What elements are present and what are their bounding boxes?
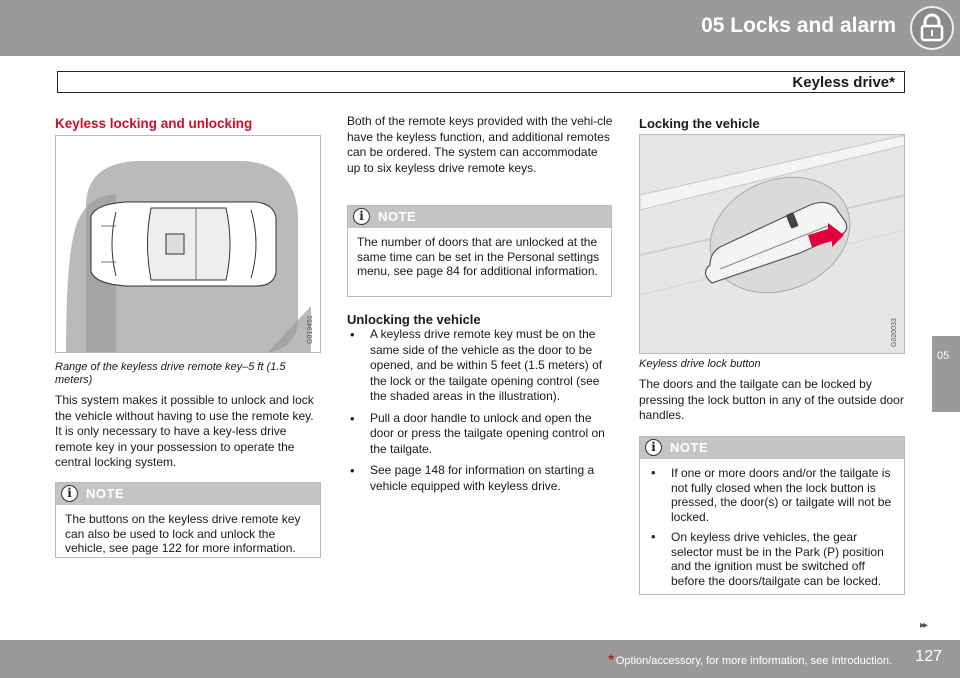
figure-caption: Range of the keyless drive remote key–5 ft (1.5 meters): [55, 361, 286, 386]
range-illustration: [55, 135, 321, 353]
note-header: [640, 437, 904, 459]
info-icon: i: [645, 439, 662, 456]
note-label: NOTE: [378, 209, 417, 224]
page-footer: [0, 640, 960, 678]
info-icon: i: [61, 485, 78, 502]
body-text: This system makes it possible to unlock and lock the vehicle without having to use the remote key. It is only necessary to have a key-less drive remote key in your possession to operate the central locking system.: [55, 393, 314, 469]
chapter-title: 05 Locks and alarm: [701, 14, 896, 37]
note-text: The buttons on the keyless drive remote key can also be used to lock and unlock the vehicle, see page 122 for more information.: [65, 512, 301, 555]
unlock-steps-list: [347, 327, 615, 500]
section-title: Keyless drive*: [792, 74, 895, 91]
chapter-side-tab[interactable]: [932, 336, 960, 412]
note-label: NOTE: [86, 486, 125, 501]
footnote-text: Option/accessory, for more information, see Introduction.: [615, 655, 892, 667]
list-item: • If one or more doors and/or the tailgate is not fully closed when the lock button is pressed, the door(s) or tailgate will not be locked.: [648, 466, 896, 524]
chapter-header: [0, 0, 960, 56]
note-header: [56, 483, 320, 505]
locking-heading: Locking the vehicle: [639, 116, 760, 131]
note-header: [348, 206, 611, 228]
figure-code: G019451: [307, 315, 314, 344]
door-handle-illustration: [639, 134, 905, 354]
list-item: • See page 148 for information on starting a vehicle equipped with keyless drive.: [347, 463, 615, 494]
list-item: • A keyless drive remote key must be on the same side of the vehicle as the door to be opened, and be within 5 feet (1.5 meters) of the lock or the tailgate opening control (see the shaded areas in the illustration).: [347, 327, 615, 405]
list-item: • On keyless drive vehicles, the gear selector must be in the Park (P) position and the ignition must be switched off before the doors/tailgate can be locked.: [648, 530, 896, 588]
section-bar: [57, 71, 905, 93]
info-icon: i: [353, 208, 370, 225]
note-box: [347, 205, 612, 297]
footnote: [608, 651, 892, 667]
body-text: The doors and the tailgate can be locked by pressing the lock button in any of the outside door handles.: [639, 377, 904, 422]
intro-text: Both of the remote keys provided with the vehi-cle have the keyless function, and additional remotes can be ordered. The system can accommodate up to six keyless drive remote keys.: [347, 114, 613, 175]
note-list: [640, 459, 904, 588]
keyless-locking-heading: Keyless locking and unlocking: [55, 116, 253, 131]
unlocking-heading: Unlocking the vehicle: [347, 312, 481, 327]
note-box: [55, 482, 321, 558]
note-box: [639, 436, 905, 595]
padlock-icon: [910, 6, 954, 50]
chapter-tab-label: 05: [937, 350, 950, 362]
figure-caption: Keyless drive lock button: [639, 358, 761, 370]
note-text: The number of doors that are unlocked at the same time can be set in the Personal settings menu, see page 84 for additional information.: [357, 235, 600, 278]
continue-arrows-icon: ▸▸: [920, 620, 927, 631]
note-label: NOTE: [670, 440, 709, 455]
page-number: 127: [915, 648, 942, 665]
footnote-star: *: [608, 651, 614, 667]
figure-code: G020033: [891, 318, 898, 347]
list-item: • Pull a door handle to unlock and open the door or press the tailgate opening control on the tailgate.: [347, 411, 615, 458]
